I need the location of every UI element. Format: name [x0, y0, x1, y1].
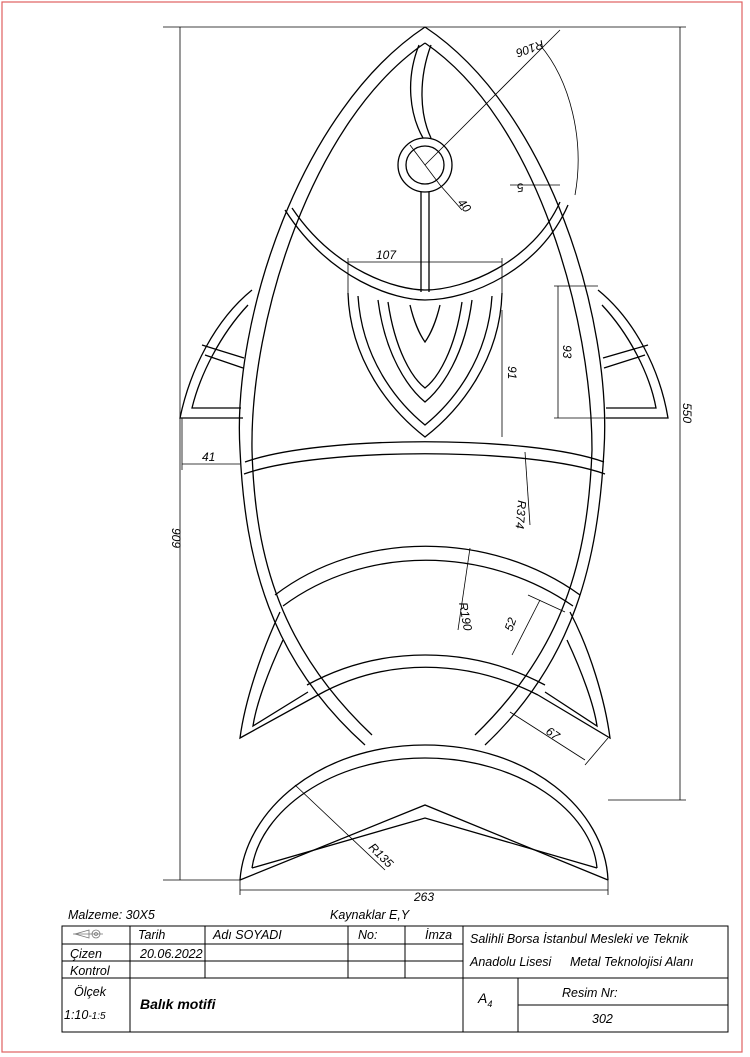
dimension-lines	[163, 27, 686, 895]
page-border	[2, 2, 742, 1052]
tail	[240, 745, 608, 880]
head-arc	[285, 202, 568, 300]
dim-909: 909	[169, 528, 183, 549]
school-line-1: Salihli Borsa İstanbul Mesleki ve Teknik	[470, 932, 689, 946]
drawn-by-label: Çizen	[70, 947, 102, 961]
dim-5: 5	[515, 180, 525, 195]
projection-symbol	[73, 930, 103, 938]
scale-value-small: -1:5	[88, 1011, 106, 1022]
pectoral-fins	[180, 290, 668, 418]
material-label: Malzeme: 30X5	[68, 908, 155, 922]
paper-size-letter: A	[478, 990, 488, 1006]
school-line-2a: Anadolu Lisesi	[470, 955, 552, 969]
scale-value	[64, 1008, 106, 1022]
dim-41: 41	[202, 450, 216, 464]
eye	[398, 45, 452, 292]
date-label: Tarih	[138, 928, 166, 942]
dim-550: 550	[680, 403, 694, 424]
scale-label: Ölçek	[74, 985, 106, 999]
check-label: Kontrol	[70, 964, 110, 978]
school-line-2b: Metal Teknolojisi Alanı	[570, 955, 694, 969]
name-label: Adı SOYADI	[213, 928, 282, 942]
drawing-title: Balık motifi	[140, 996, 216, 1012]
dim-52: 52	[501, 615, 520, 634]
sources-label: Kaynaklar E,Y	[330, 908, 410, 922]
drawing-number-label: Resim Nr:	[562, 986, 618, 1000]
signature-label: İmza	[425, 928, 453, 942]
dim-r106: R106	[514, 37, 546, 61]
dim-107: 107	[376, 248, 397, 262]
date-value: 20.06.2022	[140, 947, 203, 961]
dim-93: 93	[560, 345, 574, 359]
dim-263: 263	[414, 890, 435, 904]
drawing-number: 302	[592, 1012, 613, 1026]
dim-91: 91	[505, 366, 519, 380]
lower-fins	[240, 612, 610, 738]
dim-r190: R190	[456, 601, 475, 632]
no-label: No:	[358, 928, 378, 942]
paper-size	[478, 990, 492, 1009]
dim-40: 40	[454, 195, 475, 216]
paper-size-sub: 4	[487, 998, 493, 1009]
scale-value-main: 1:10	[64, 1008, 89, 1022]
body-bands	[244, 442, 605, 695]
dim-r374: R374	[512, 499, 529, 530]
dim-67: 67	[543, 723, 563, 744]
dim-r135: R135	[365, 840, 397, 871]
gill-motif	[348, 293, 502, 437]
